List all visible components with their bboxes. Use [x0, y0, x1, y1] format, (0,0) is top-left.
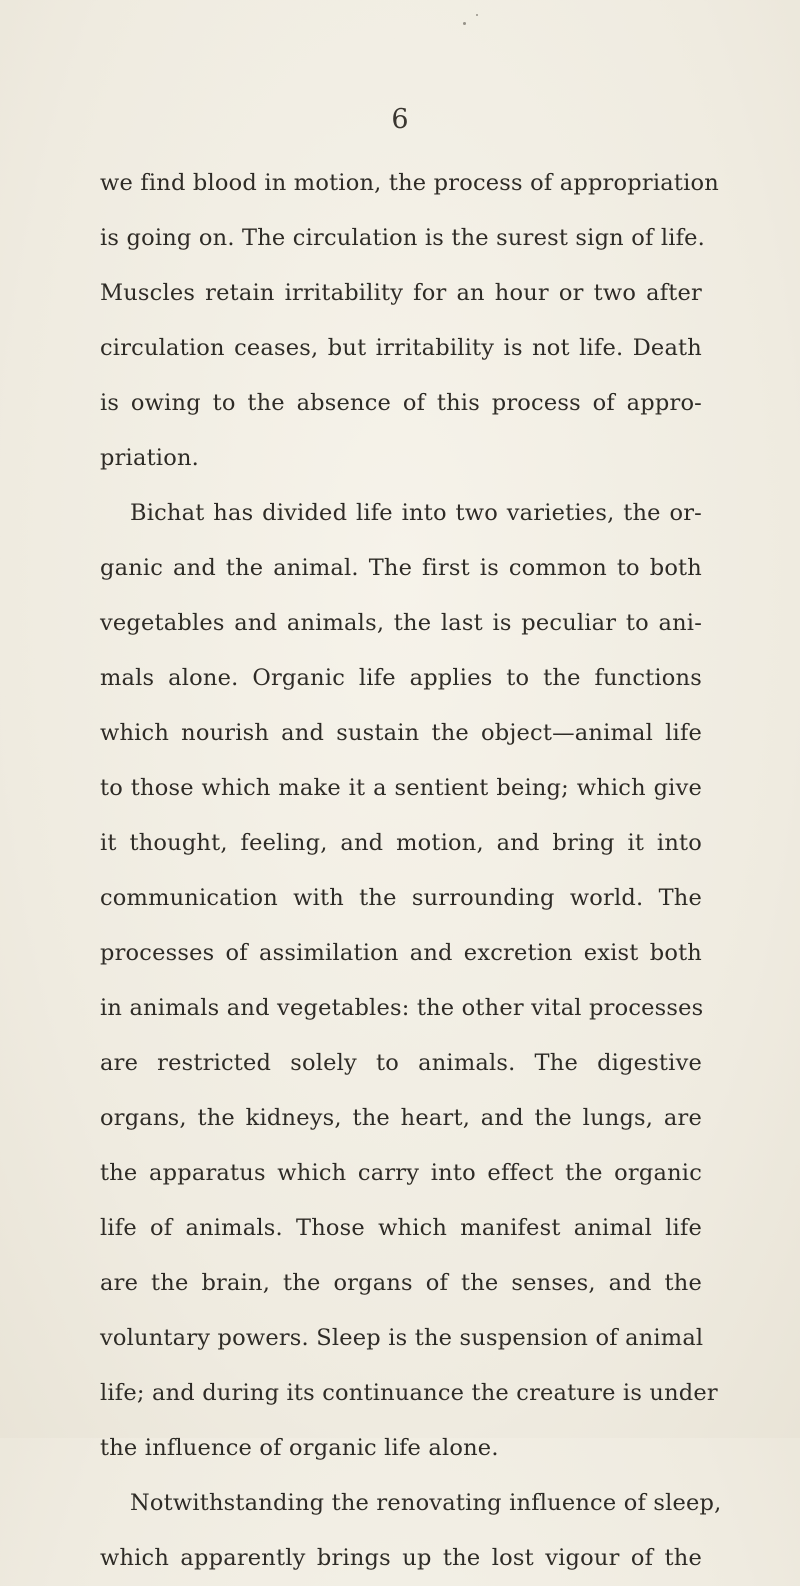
text-line: it thought, feeling, and motion, and bring it into — [100, 830, 702, 856]
text-line: mals alone. Organic life applies to the functions — [100, 665, 702, 691]
text-line: ganic and the animal. The first is common to both — [100, 555, 702, 581]
page-number: 6 — [391, 104, 409, 135]
text-line: processes of assimilation and excretion exist both — [100, 940, 702, 966]
text-line: are the brain, the organs of the senses, and the — [100, 1270, 702, 1296]
text-line: vegetables and animals, the last is peculiar to ani- — [100, 610, 702, 636]
text-line: the apparatus which carry into effect the organic — [100, 1160, 702, 1186]
text-line: Bichat has divided life into two varieties, the or- — [130, 500, 702, 526]
text-line: which apparently brings up the lost vigour of the — [100, 1545, 702, 1571]
text-line: to those which make it a sentient being; which give — [100, 775, 702, 801]
text-line: voluntary powers. Sleep is the suspension of animal — [100, 1325, 704, 1351]
text-line: communication with the surrounding world. The — [100, 885, 702, 911]
text-line: is owing to the absence of this process of appro- — [100, 390, 702, 416]
text-line: the influence of organic life alone. — [100, 1435, 499, 1461]
text-line: organs, the kidneys, the heart, and the lungs, are — [100, 1105, 702, 1131]
text-line: are restricted solely to animals. The digestive — [100, 1050, 702, 1076]
text-line: is going on. The circulation is the surest sign of life. — [100, 225, 706, 251]
body-text — [100, 156, 722, 1586]
text-line: circulation ceases, but irritability is not life. Death — [100, 335, 702, 361]
text-line: in animals and vegetables: the other vital processes — [100, 995, 704, 1021]
text-line: priation. — [100, 445, 199, 471]
text-line: life; and during its continuance the creature is under — [100, 1380, 718, 1406]
text-line: which nourish and sustain the object—animal life — [100, 720, 702, 746]
text-line: we find blood in motion, the process of appropriation — [100, 170, 719, 196]
text-line: life of animals. Those which manifest animal life — [100, 1215, 702, 1241]
paper-speck — [463, 22, 466, 25]
text-line: Notwithstanding the renovating influence of sleep, — [130, 1490, 722, 1516]
text-line: Muscles retain irritability for an hour or two after — [100, 280, 702, 306]
paper-speck — [476, 14, 478, 16]
